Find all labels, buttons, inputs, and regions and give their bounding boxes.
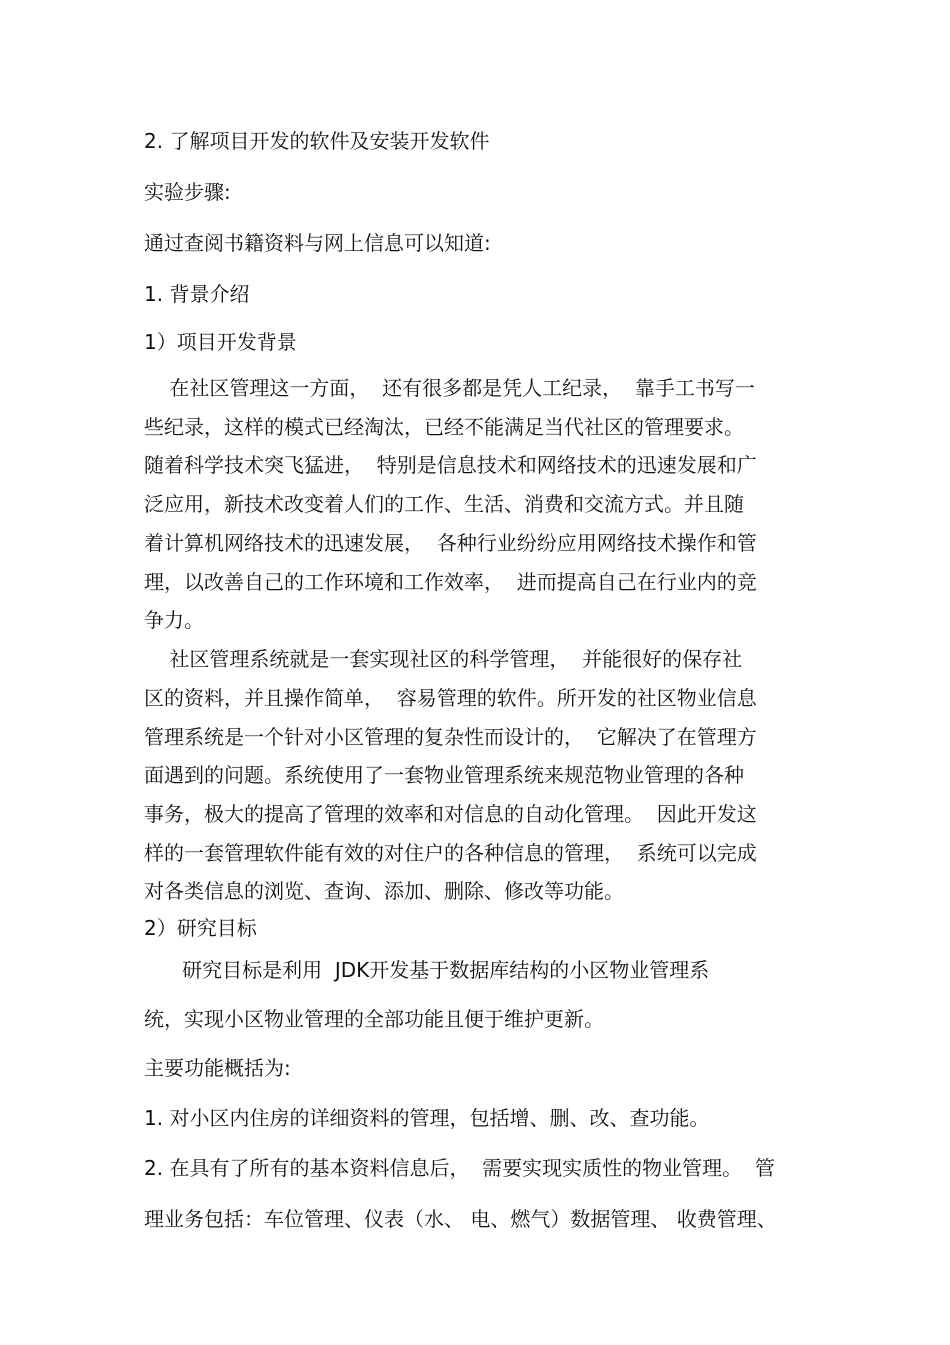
text-line: 面遇到的问题。系统使用了一套物业管理系统来规范物业管理的各种 — [144, 763, 744, 787]
text-line: 泛应用，新技术改变着人们的工作、生活、消费和交流方式。并且随 — [144, 492, 744, 516]
text-line: 1. 对小区内住房的详细资料的管理，包括增、删、改、查功能。 — [144, 1106, 710, 1130]
text-line: 对各类信息的浏览、查询、添加、删除、修改等功能。 — [144, 879, 624, 903]
text-line: 随着科学技术突飞猛进， 特别是信息技术和网络技术的迅速发展和广 — [144, 453, 757, 477]
text-line: 1. 背景介绍 — [144, 282, 250, 306]
text-line: 1）项目开发背景 — [144, 330, 297, 354]
text-line: 着计算机网络技术的迅速发展， 各种行业纷纷应用网络技术操作和管 — [144, 531, 757, 555]
text-line: 些纪录，这样的模式已经淘汰，已经不能满足当代社区的管理要求。 — [144, 415, 744, 439]
text-line: 2. 在具有了所有的基本资料信息后， 需要实现实质性的物业管理。 管 — [144, 1156, 775, 1180]
text-line: 研究目标是利用 JDK开发基于数据库结构的小区物业管理系 — [144, 958, 710, 982]
text-line: 2）研究目标 — [144, 916, 257, 940]
text-line: 2. 了解项目开发的软件及安装开发软件 — [144, 129, 490, 153]
text-line: 在社区管理这一方面， 还有很多都是凭人工纪录， 靠手工书写一 — [144, 376, 755, 400]
text-line: 理，以改善自己的工作环境和工作效率， 进而提高自己在行业内的竞 — [144, 570, 757, 594]
text-line: 事务，极大的提高了管理的效率和对信息的自动化管理。 因此开发这 — [144, 802, 757, 826]
text-line: 争力。 — [144, 608, 204, 632]
text-line: 管理系统是一个针对小区管理的复杂性而设计的， 它解决了在管理方 — [144, 725, 757, 749]
text-line: 社区管理系统就是一套实现社区的科学管理， 并能很好的保存社 — [144, 647, 743, 671]
text-line: 样的一套管理软件能有效的对住户的各种信息的管理， 系统可以完成 — [144, 841, 757, 865]
text-line: 实验步骤: — [144, 180, 231, 204]
text-line: 通过查阅书籍资料与网上信息可以知道: — [144, 231, 491, 255]
text-line: 主要功能概括为: — [144, 1056, 291, 1080]
text-line: 统，实现小区物业管理的全部功能且便于维护更新。 — [144, 1007, 604, 1031]
text-line: 区的资料，并且操作简单， 容易管理的软件。所开发的社区物业信息 — [144, 686, 757, 710]
text-line: 理业务包括：车位管理、仪表（水、 电、燃气）数据管理、 收费管理、 — [144, 1207, 777, 1231]
